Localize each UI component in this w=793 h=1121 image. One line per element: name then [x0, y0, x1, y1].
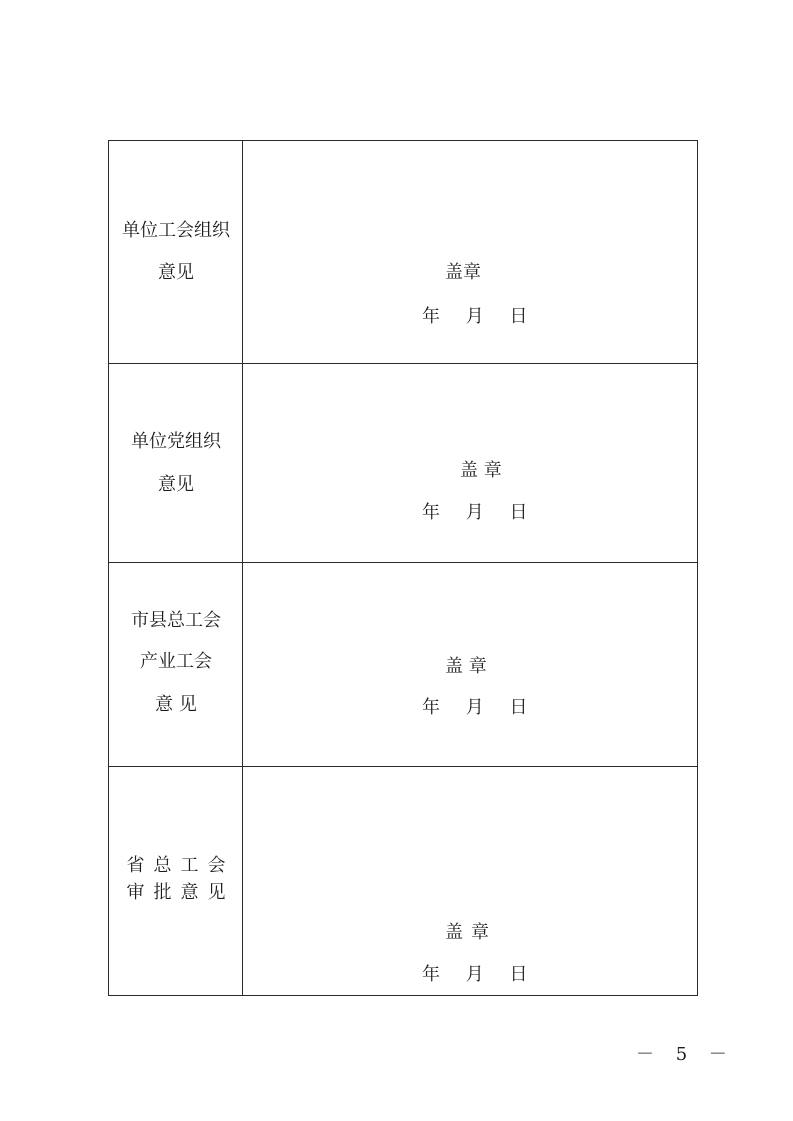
row-union-organization — [109, 141, 697, 364]
row-city-county-union — [109, 563, 697, 767]
date-line — [422, 964, 527, 986]
approval-form-table — [108, 140, 698, 996]
day-label: 日 — [509, 502, 528, 523]
date-line — [422, 697, 527, 719]
stamp-label: 盖 章 — [460, 460, 502, 481]
row-label-line: 单位党组织 — [131, 431, 221, 452]
row-label-line: 意 见 — [155, 694, 197, 715]
day-label: 日 — [509, 306, 528, 327]
year-label: 年 — [422, 697, 440, 718]
row-label-line: 产业工会 — [140, 651, 212, 672]
year-label: 年 — [422, 502, 440, 523]
date-line — [422, 306, 527, 328]
stamp-label: 盖 章 — [445, 656, 487, 677]
row-label-line: 意见 — [158, 474, 194, 495]
day-label: 日 — [509, 697, 528, 718]
row-party-organization — [109, 364, 697, 563]
stamp-label: 盖章 — [445, 262, 481, 283]
row-label-line: 市县总工会 — [131, 610, 221, 631]
day-label: 日 — [509, 964, 528, 985]
row-label-line: 意见 — [158, 262, 194, 283]
label-cell — [109, 563, 243, 766]
month-label: 月 — [465, 964, 484, 985]
date-line — [422, 502, 527, 524]
label-cell — [109, 364, 243, 562]
label-cell — [109, 141, 243, 363]
year-label: 年 — [422, 306, 440, 327]
stamp-label: 盖章 — [445, 922, 497, 943]
month-label: 月 — [465, 306, 484, 327]
row-provincial-union-approval — [109, 767, 697, 995]
row-label-line: 单位工会组织 — [122, 220, 230, 241]
page-number: － 5 － — [636, 1044, 735, 1065]
row-label-line: 审批意见 — [126, 882, 235, 903]
row-label-line: 省总工会 — [126, 855, 235, 876]
label-cell — [109, 767, 243, 995]
month-label: 月 — [465, 697, 484, 718]
year-label: 年 — [422, 964, 440, 985]
month-label: 月 — [465, 502, 484, 523]
